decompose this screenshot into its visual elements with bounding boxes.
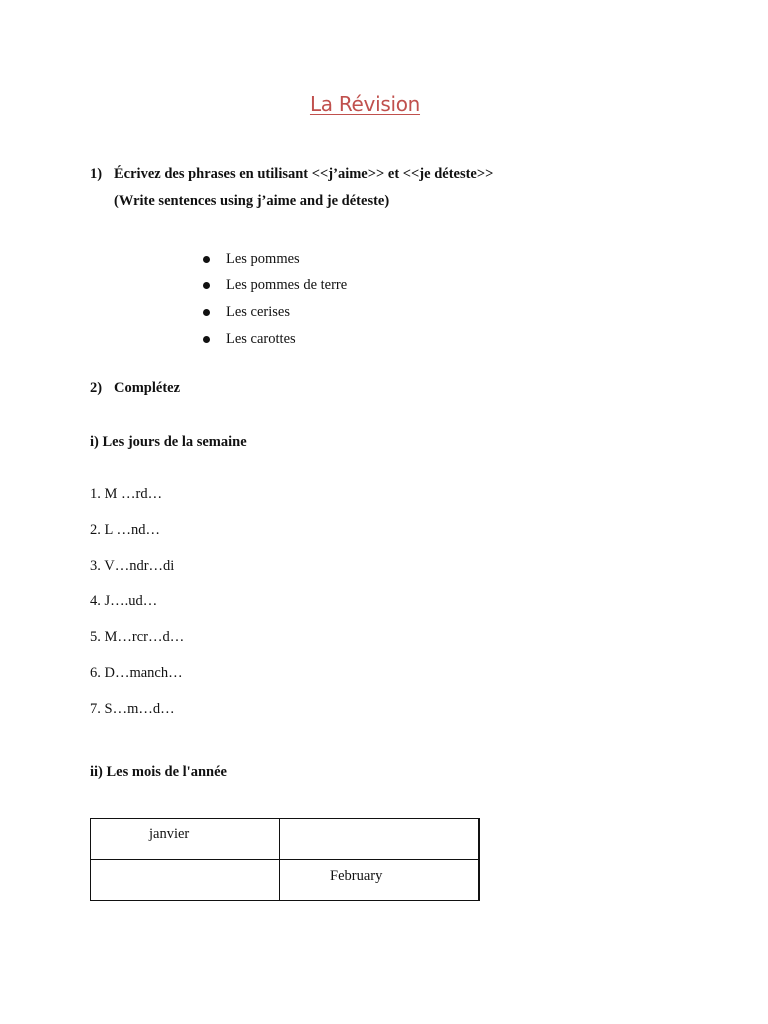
list-item: Les cerises: [203, 299, 347, 326]
bullet-icon: [203, 309, 210, 316]
table-row: [91, 819, 480, 860]
question-2: [90, 380, 180, 397]
months-heading: ii) Les mois de l'année: [90, 764, 227, 780]
question-1-instruction: Écrivez des phrases en utilisant <<j’aime>> et <<je déteste>>: [114, 166, 494, 182]
list-item: 5. M…rcr…d…: [90, 629, 185, 646]
list-item: 1. M …rd…: [90, 486, 163, 502]
list-item: 2. L …nd…: [90, 521, 160, 538]
table-cell: [91, 860, 280, 901]
list-item: Les pommes: [203, 246, 347, 273]
months-table: [90, 818, 480, 901]
question-2-number: 2): [90, 380, 103, 396]
page-title: La Révision: [309, 92, 421, 116]
bullet-icon: [203, 282, 210, 289]
question-2-instruction: Complétez: [114, 380, 181, 396]
list-item: 7. S…m…d…: [90, 700, 175, 717]
list-item: Les carottes: [203, 326, 347, 353]
food-list: [203, 246, 347, 352]
question-1-number: 1): [90, 166, 103, 182]
question-1: [90, 166, 493, 183]
list-item: 3. V…ndr…di: [90, 557, 175, 574]
list-item: 6. D…manch…: [90, 664, 183, 681]
days-heading: i) Les jours de la semaine: [90, 434, 247, 450]
table-cell: [280, 819, 480, 860]
bullet-icon: [203, 336, 210, 343]
bullet-icon: [203, 256, 210, 263]
table-cell: February: [280, 860, 480, 901]
table-row: [91, 860, 480, 901]
days-list: [90, 486, 184, 737]
question-1-translation: (Write sentences using j’aime and je déteste): [114, 193, 390, 209]
table-cell: janvier: [91, 819, 280, 860]
list-item: Les pommes de terre: [203, 273, 347, 300]
list-item: 4. J….ud…: [90, 593, 158, 610]
